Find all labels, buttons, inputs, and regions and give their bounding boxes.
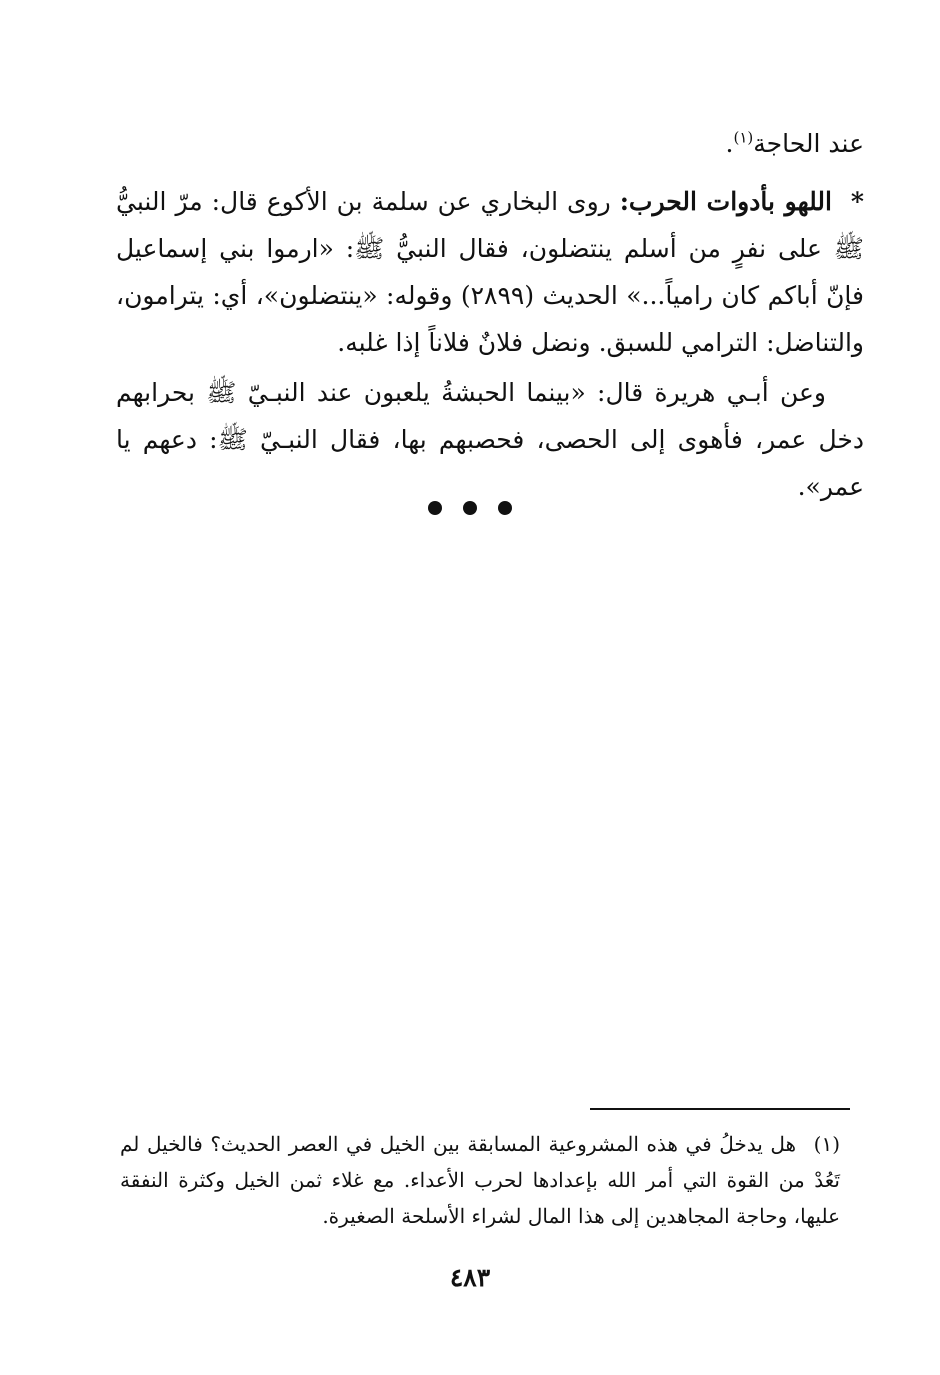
footnote-text: هل يدخلُ في هذه المشروعية المسابقة بين الخيل في العصر الحديث؟ فالخيل لم تَعُدْ من القوة التي أمر الله بإعدادها لحرب الأعداء. مع غلاء ثمن الخيل وكثرة النفقة عليها، وحاجة المجاهدين إلى هذا المال لشراء الأسلحة الصغيرة. <box>120 1132 840 1228</box>
separator-dot <box>463 501 477 515</box>
page-number: ٤٨٣ <box>449 1263 491 1292</box>
footnote <box>120 1126 840 1234</box>
footnote-reference: (١) <box>733 128 754 147</box>
section-separator <box>0 500 940 519</box>
paragraph-abu-hurairah <box>116 369 864 510</box>
paragraph-text: روى البخاري عن سلمة بن الأكوع قال: مرّ النبيُّ ﷺ على نفرٍ من أسلم ينتضلون، فقال النبيُّ ﷺ: «ارموا بني إسماعيل فإنّ أباكم كان رامياً...» الحديث (٢٨٩٩) وقوله: «ينتضلون»، أي: يترامون، والتناضل: الترامي للسبق. ونضل فلانٌ فلاناً إذا غلبه. <box>116 187 865 357</box>
section-marker: * <box>850 187 864 216</box>
footnotes <box>120 1126 840 1234</box>
separator-dot <box>428 501 442 515</box>
paragraph-war-tools <box>116 178 864 366</box>
footnote-number: (١) <box>813 1132 841 1156</box>
footnote-divider <box>590 1108 850 1110</box>
separator-dot <box>498 501 512 515</box>
section-heading: اللهو بأدوات الحرب: <box>619 187 832 216</box>
paragraph-text: وعن أبـي هريرة قال: «بينما الحبشةُ يلعبون عند النبـيّ ﷺ بحرابهم دخل عمر، فأهوى إلى الحصى، فحصبهم بها، فقال النبـيّ ﷺ: دعهم يا عمر». <box>116 378 864 501</box>
continuation-text: عند الحاجة <box>753 129 864 158</box>
continuation-end: . <box>725 129 734 158</box>
continuation-line <box>116 120 864 167</box>
